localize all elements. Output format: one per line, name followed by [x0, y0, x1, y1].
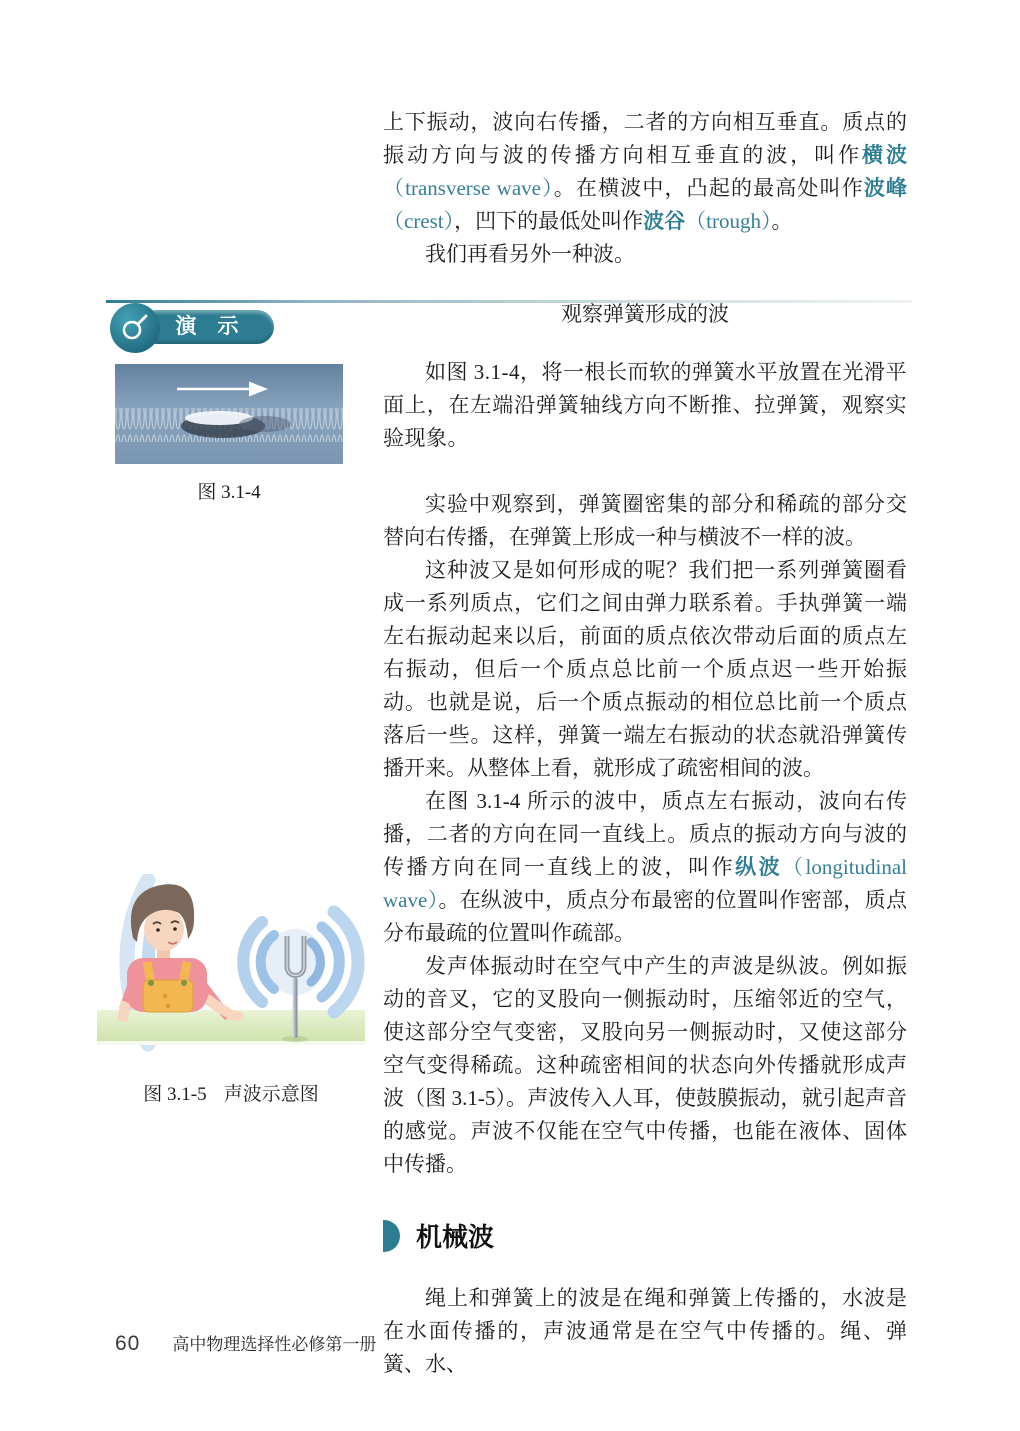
section-marker-icon: [383, 1220, 400, 1252]
magnifier-icon: [110, 303, 160, 353]
demo-badge-label: 演 示: [175, 315, 239, 338]
page-footer: [115, 1330, 376, 1356]
spring-wave-photo: [115, 364, 343, 464]
paragraph-sound-wave: 发声体振动时在空气中产生的声波是纵波。例如振动的音叉，它的叉股向一侧振动时，压缩邻近的空气，使这部分空气变密，叉股向另一侧振动时，又使这部分空气变得稀疏。这种疏密相间的状态向外传播就形成声波（图 3.1-5）。声波传入人耳，使鼓膜振动，就引起声音的感觉。声波不仅能在空气中传播，也能在液体、固体中传播。: [383, 954, 907, 1176]
main-text-column: [383, 106, 907, 1381]
demo-instructions: 如图 3.1-4，将一根长而软的弹簧水平放置在光滑平面上，在左端沿弹簧轴线方向不断推、拉弹簧，观察实验现象。: [383, 360, 907, 450]
magnifier-icon-glyph: [120, 313, 150, 343]
key-term-crest: 波峰: [863, 177, 908, 200]
paragraph-mechanical-wave: 绳上和弹簧上的波是在绳和弹簧上传播的，水波是在水面传播的，声波通常是在空气中传播的。绳、弹簧、水、: [383, 1286, 907, 1376]
demo-badge: [110, 303, 280, 353]
body-text: 。: [771, 209, 793, 233]
key-term-trough-en: （trough）: [685, 209, 772, 233]
key-term-longitudinal-en: （longitudinal wave）: [383, 855, 908, 912]
demo-badge-pill: [140, 310, 274, 344]
body-text: 上下振动，波向右传播，二者的方向相互垂直。质点的振动方向与波的传播方向相互垂直的波，叫作: [383, 110, 907, 167]
page-number: 60: [115, 1332, 141, 1355]
demo-title: 观察弹簧形成的波: [561, 302, 729, 326]
figure-number: 图 3.1-5: [143, 1084, 207, 1105]
key-term-transverse-en: （transverse wave）: [383, 176, 554, 200]
section-heading-mechanical-wave: [383, 1217, 907, 1254]
paragraph-observation: 实验中观察到，弹簧圈密集的部分和稀疏的部分交替向右传播，在弹簧上形成一种与横波不一样的波。: [383, 492, 907, 549]
body-text: 在图 3.1-4 所示的波中，质点左右振动，波向右传播，二者的方向在同一直线上。质点的振动方向与波的传播方向在同一直线上的波，叫作: [383, 789, 907, 879]
body-text: 。在横波中，凸起的最高处叫作: [553, 176, 864, 200]
figure-caption: [97, 1079, 365, 1106]
paragraph-lead-in: 我们再看另外一种波。: [425, 242, 635, 266]
paragraph-transverse-wave: [383, 106, 907, 238]
figure-label: 声波示意图: [223, 1084, 319, 1105]
paragraph-longitudinal-wave: [383, 785, 907, 950]
body-text: ，凹下的最低处叫作: [454, 209, 644, 233]
key-term-crest-en: （crest）: [383, 209, 455, 233]
paragraph-wave-formation: 这种波又是如何形成的呢？我们把一系列弹簧圈看成一系列质点，它们之间由弹力联系着。手执弹簧一端左右振动起来以后，前面的质点依次带动后面的质点左右振动，但后一个质点总比前一个质点迟一些开始振动。也就是说，后一个质点振动的相位总比前一个质点落后一些。这样，弹簧一端左右振动的状态就沿弹簧传播开来。从整体上看，就形成了疏密相间的波。: [383, 558, 907, 780]
key-term-trough: 波谷: [643, 210, 686, 233]
boy-listening-to-tuning-fork: [97, 874, 365, 1066]
body-text: 。在纵波中，质点分布最密的位置叫作密部，质点分布最疏的位置叫作疏部。: [383, 888, 907, 945]
key-term-longitudinal: 纵波: [735, 856, 783, 879]
book-title: 高中物理选择性必修第一册: [172, 1335, 377, 1354]
key-term-transverse: 横波: [862, 144, 907, 167]
figure-caption: 图 3.1-4: [197, 482, 261, 503]
table-edge: [97, 1041, 365, 1045]
boy-illustration: [117, 884, 244, 1022]
figure-sound-wave: [97, 874, 365, 1106]
section-heading-text: 机械波: [416, 1222, 495, 1252]
figure-spring-wave: [115, 364, 343, 504]
